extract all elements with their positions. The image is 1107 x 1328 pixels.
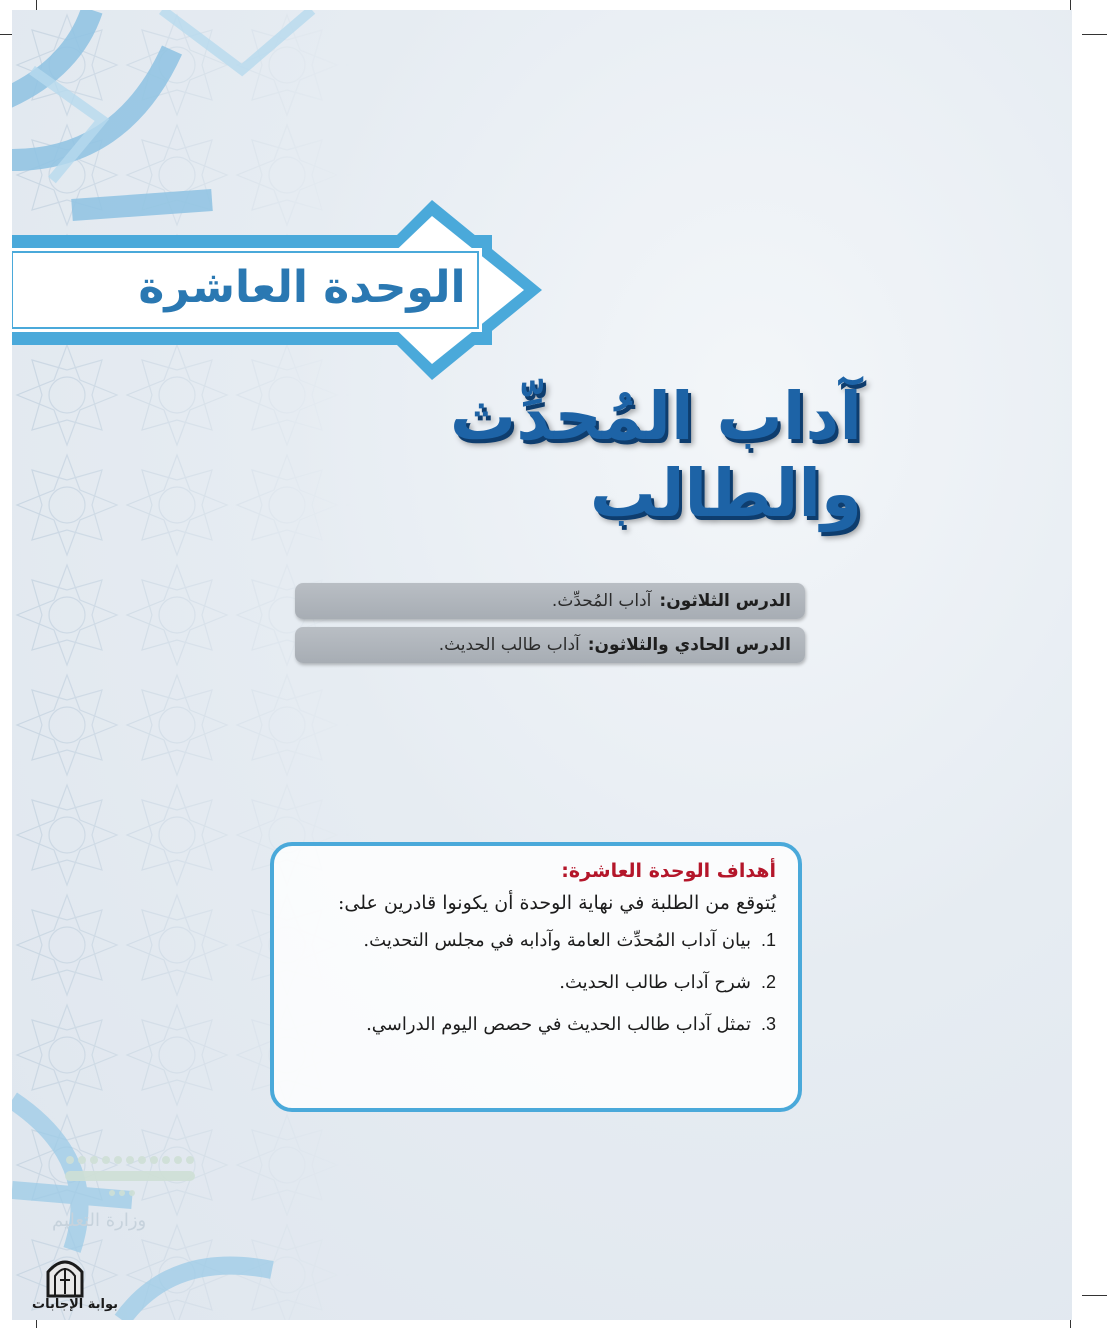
item-number: 1.	[760, 930, 776, 950]
main-title: آداب المُحدِّث والطالب	[449, 378, 862, 532]
item-text: تمثل آداب طالب الحديث في حصص اليوم الدراسي.	[366, 1014, 751, 1035]
unit-banner	[12, 200, 542, 380]
lesson-label: الدرس الحادي والثلاثون:	[587, 635, 791, 655]
lesson-label: الدرس الثلاثون:	[659, 591, 791, 611]
ministry-name: وزارة التعليم	[52, 1210, 147, 1231]
lesson-title: آداب طالب الحديث.	[438, 635, 580, 655]
item-text: شرح آداب طالب الحديث.	[559, 972, 751, 993]
lesson-bar-30	[295, 583, 805, 619]
goals-intro: يُتوقع من الطلبة في نهاية الوحدة أن يكونوا قادرين على:	[337, 892, 776, 914]
crop-mark	[1082, 34, 1107, 35]
portal-name: بوابة الإجابات	[32, 1297, 118, 1312]
goals-list	[294, 930, 776, 1035]
item-number: 2.	[760, 972, 776, 992]
lesson-title: آداب المُحدِّث.	[551, 591, 652, 611]
list-item	[294, 1014, 776, 1035]
item-text: بيان آداب المُحدِّث العامة وآدابه في مجلس التحديث.	[363, 930, 751, 951]
unit-goals-box	[270, 842, 802, 1112]
list-item	[294, 930, 776, 951]
lesson-bar-31	[295, 627, 805, 663]
portal-logo-icon	[44, 1254, 86, 1298]
goals-heading: أهداف الوحدة العاشرة:	[561, 860, 776, 882]
page	[12, 10, 1072, 1320]
unit-title: الوحدة العاشرة	[138, 261, 466, 313]
list-item	[294, 972, 776, 993]
item-number: 3.	[760, 1014, 776, 1034]
crop-mark	[1082, 1295, 1107, 1296]
